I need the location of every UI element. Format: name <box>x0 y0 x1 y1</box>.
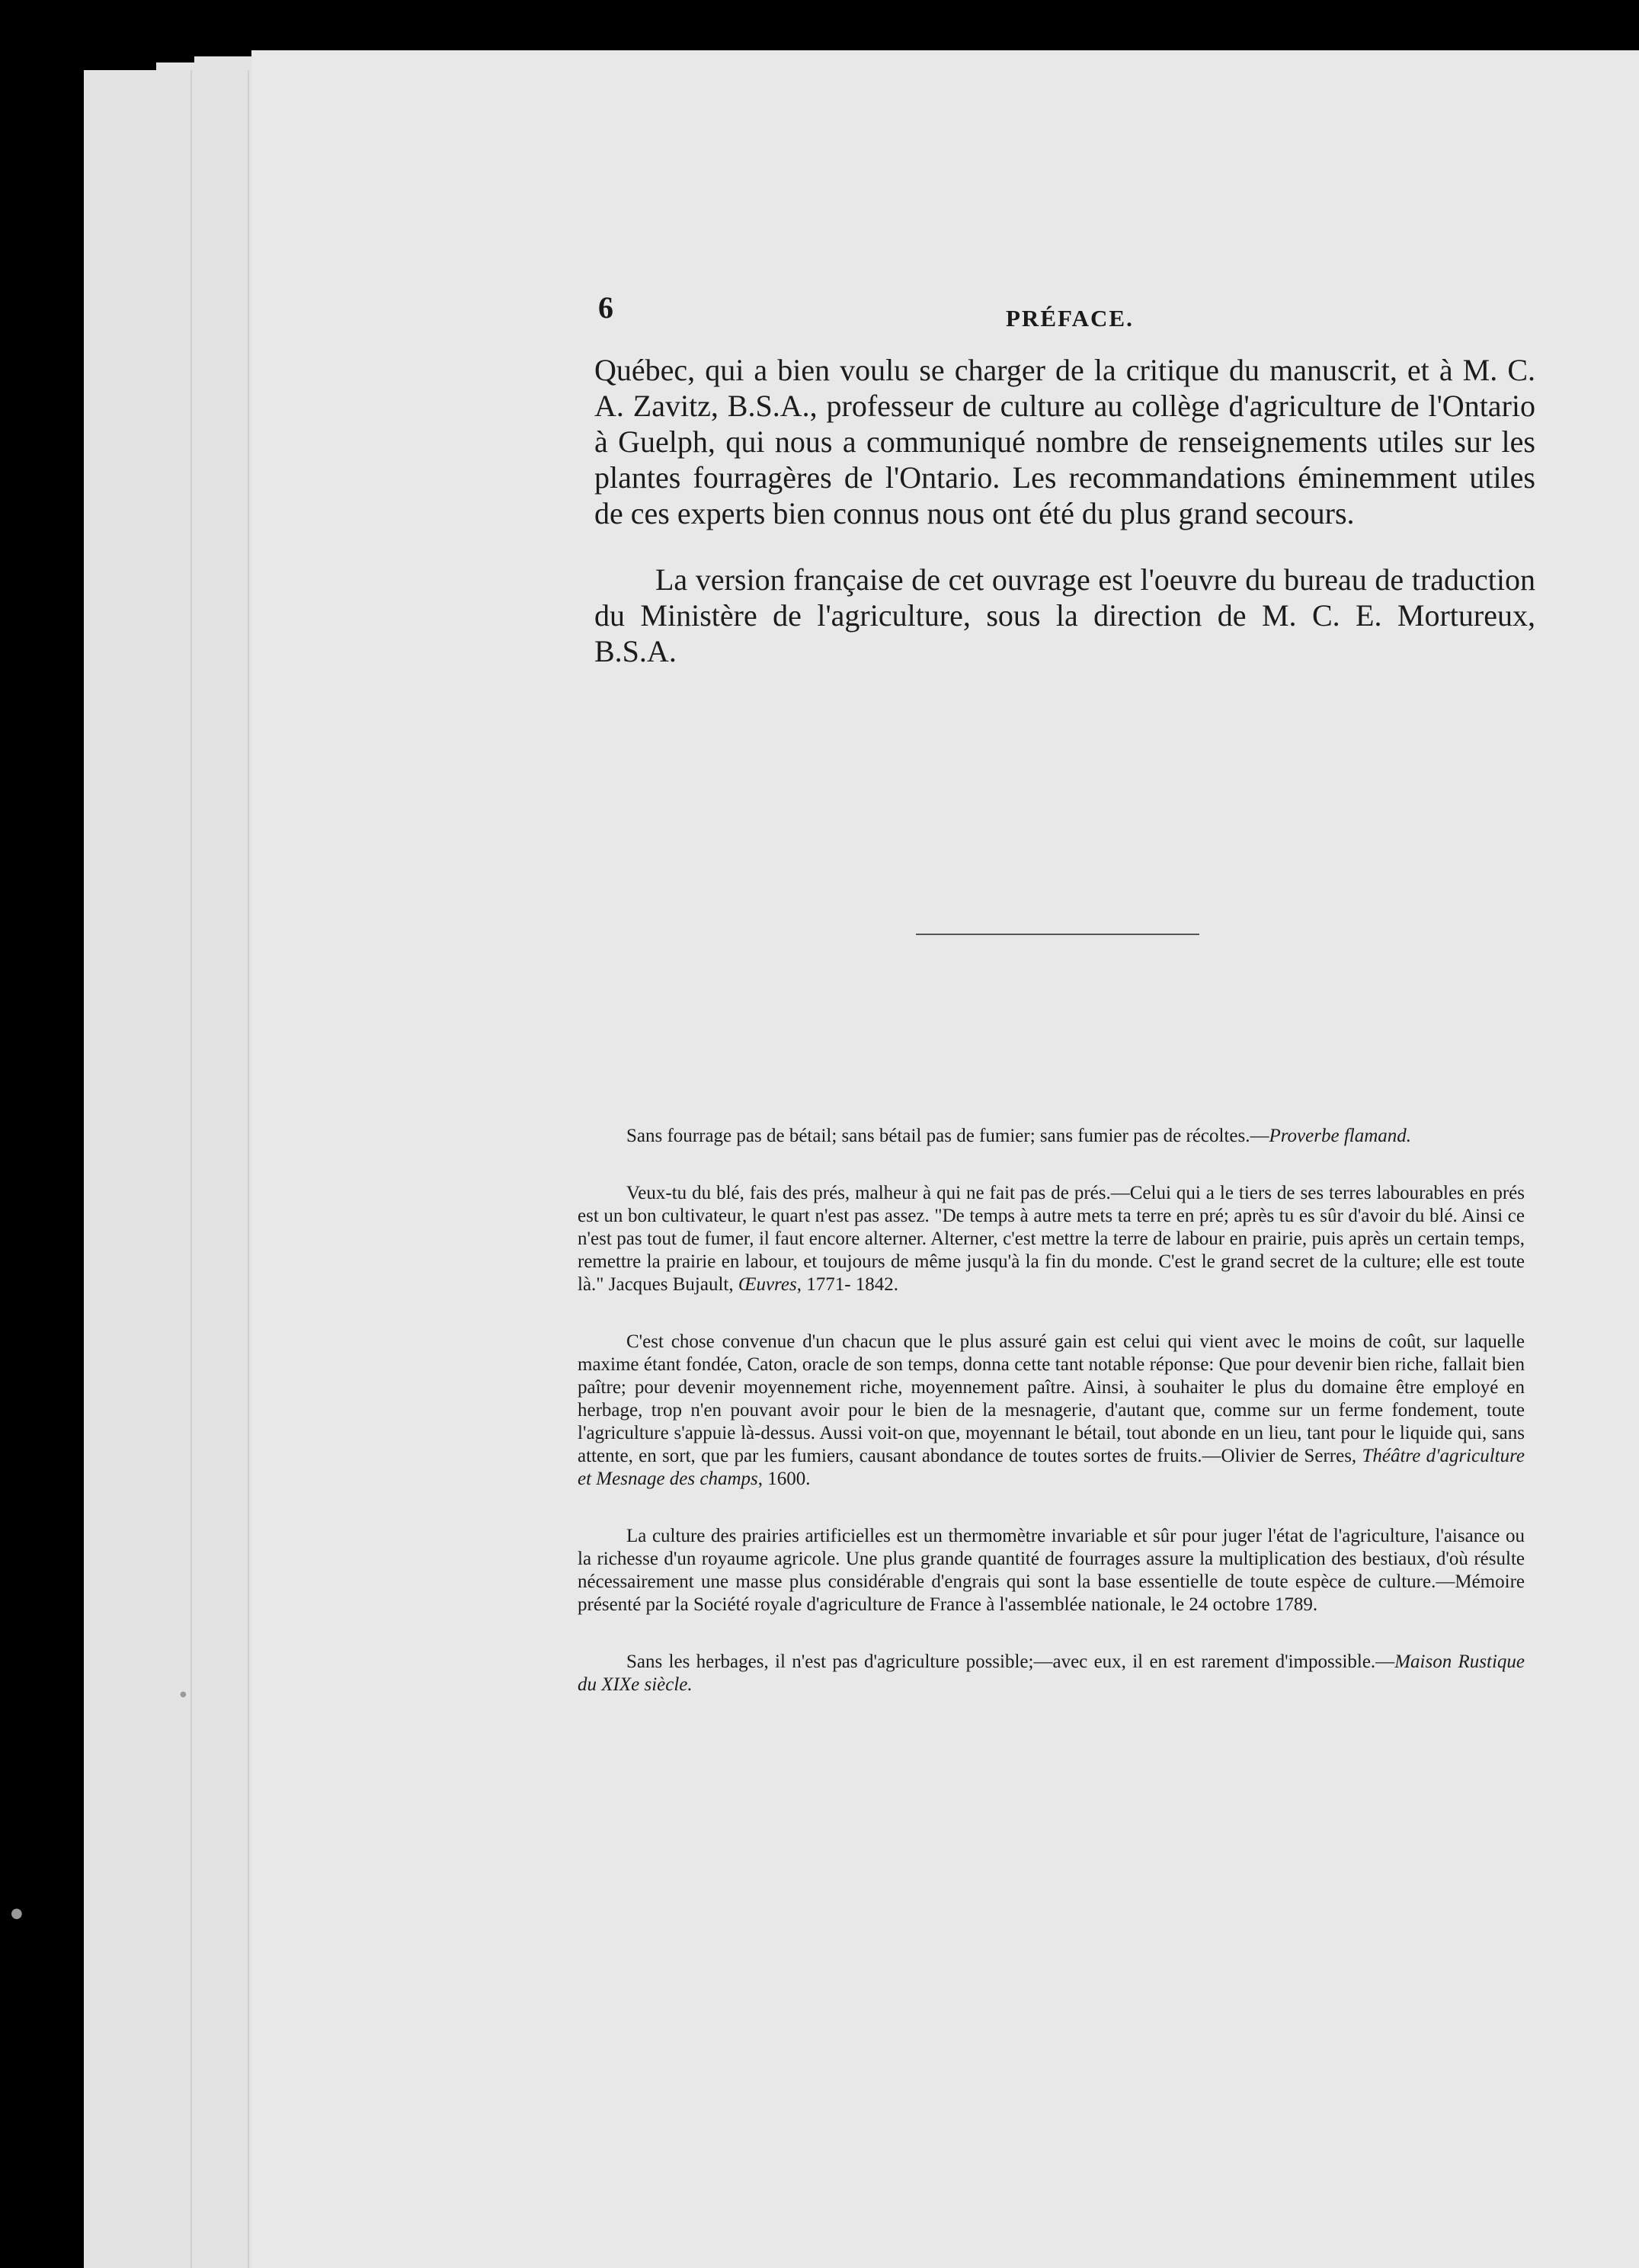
quote <box>578 1525 1525 1616</box>
scan-mark: ● <box>180 1690 187 1699</box>
quote <box>578 1331 1525 1491</box>
quote-source: Théâtre d'agriculture et Mesnage des champs <box>578 1446 1525 1489</box>
epigraph-quotes <box>578 1125 1525 1731</box>
quote-text: La culture des prairies artificielles est un thermomètre invariable et sûr pour juger l'état de l'agriculture, l'aisance ou la richesse d'un royaume agricole. Une plus grande quantité de fourrages assure la multiplication des bestiaux, d'où résulte nécessairement une masse plus considérable d'engrais qui sont la base essentielle de toute espèce de culture.—Mémoire présenté par la Société royale d'agriculture de France à l'assemblée nationale, le 24 octobre 1789. <box>578 1526 1525 1615</box>
running-head: PRÉFACE. <box>1006 305 1134 332</box>
body-paragraph: La version française de cet ouvrage est l'oeuvre du bureau de traduction du Ministère de l'agriculture, sous la direction de M. C. E. Mortureux, B.S.A. <box>594 562 1535 668</box>
quote-text: C'est chose convenue d'un chacun que le plus assuré gain est celui qui vient avec le moins de coût, sur laquelle maxime étant fondée, Caton, oracle de son temps, donna cette tant notable réponse: Que pour devenir bien riche, fallait bien paître; pour devenir moyennement riche, moyennement paître. Ainsi, à souhaiter le plus du domaine être employé en herbage, trop n'en pouvant avoir pour le bien de la mesnagerie, d'autant que, comme sur un ferme fondement, toute l'agriculture s'appuie là-dessus. Aussi voit-on que, moyennant le bétail, tout abonde en un lieu, tant pour le liquide qui, sans attente, en sort, que par les fumiers, causant abondance de toutes sortes de fruits.—Olivier de Serres, <box>578 1331 1525 1466</box>
separator-rule <box>916 934 1199 935</box>
main-body <box>594 352 1535 669</box>
page-number: 6 <box>598 290 613 325</box>
quote-source: Proverbe flamand. <box>1269 1126 1412 1146</box>
quote-text: Sans fourrage pas de bétail; sans bétail pas de fumier; sans fumier pas de récoltes.— <box>626 1126 1269 1146</box>
quote <box>578 1651 1525 1696</box>
sheet-edge <box>248 70 249 2268</box>
quote-tail: , 1771- 1842. <box>796 1274 899 1295</box>
quote <box>578 1125 1525 1148</box>
quote-tail: , 1600. <box>757 1469 811 1489</box>
quote-text: Veux-tu du blé, fais des prés, malheur à qui ne fait pas de prés.—Celui qui a le tiers de ses terres labourables en prés est un bon cultivateur, le quart n'est pas assez. "De temps à autre mets ta terre en pré; après tu es sûr d'avoir du blé. Ainsi ce n'est pas tout de fumer, il faut encore alterner. Alterner, c'est mettre la terre de labour en prairie, puis après un certain temps, remettre la prairie en labour, et toujours de même jusqu'à la fin du monde. C'est le grand secret de la culture; elle est toute là." Jacques Bujault, <box>578 1183 1525 1295</box>
scan-mark: ● <box>11 1905 23 1921</box>
body-paragraph: Québec, qui a bien voulu se charger de la critique du manuscrit, et à M. C. A. Zavitz, B.S.A., professeur de culture au collège d'agriculture de l'Ontario à Guelph, qui nous a communiqué nombre de renseignements utiles sur les plantes fourragères de l'Ontario. Les recommandations éminemment utiles de ces experts bien connus nous ont été du plus grand secours. <box>594 353 1535 530</box>
sheet-edge <box>190 70 192 2268</box>
quote <box>578 1182 1525 1296</box>
quote-source: Maison Rustique du XIXe siècle. <box>578 1651 1525 1695</box>
quote-source: Œuvres <box>738 1274 797 1295</box>
quote-text: Sans les herbages, il n'est pas d'agriculture possible;—avec eux, il en est rarement d'impossible.— <box>626 1651 1395 1672</box>
